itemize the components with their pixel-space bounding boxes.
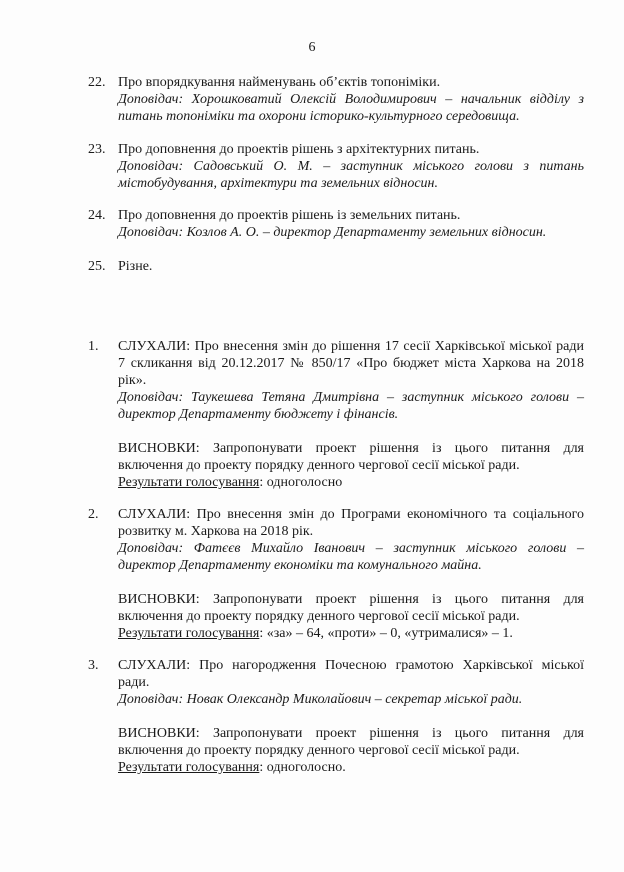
conclusion-text: ВИСНОВКИ: Запропонувати проект рішення із цього питання для включення до проекту порядку денного чергової сесії міської ради. bbox=[118, 592, 584, 624]
minutes-section-1 bbox=[88, 338, 584, 491]
agenda-title: Про впорядкування найменувань об’єктів топоніміки. bbox=[118, 75, 441, 90]
vote-label: Результати голосування bbox=[118, 760, 260, 775]
heard-text: СЛУХАЛИ: Про внесення змін до рішення 17 сесії Харківської міської ради 7 скликання від 20.12.2017 № 850/17 «Про бюджет міста Харкова на 2018 рік». bbox=[118, 339, 584, 388]
agenda-number: 22. bbox=[88, 75, 106, 90]
speaker-text: Доповідач: Таукешева Тетяна Дмитрівна – заступник міського голови – директор Департаменту бюджету і фінансів. bbox=[118, 390, 584, 422]
conclusion-text: ВИСНОВКИ: Запропонувати проект рішення із цього питання для включення до проекту порядку денного чергової сесії міської ради. bbox=[118, 726, 584, 758]
vote-results bbox=[118, 474, 584, 491]
agenda-item-23 bbox=[88, 141, 584, 192]
vote-results bbox=[118, 759, 584, 776]
speaker-text: Доповідач: Фатєєв Михайло Іванович – заступник міського голови – директор Департаменту економіки та комунального майна. bbox=[118, 541, 584, 573]
page-number: 6 bbox=[308, 40, 316, 55]
agenda-item-25 bbox=[88, 258, 584, 275]
vote-value: : одноголосно. bbox=[259, 760, 346, 775]
agenda-number: 24. bbox=[88, 208, 106, 223]
heard-text: СЛУХАЛИ: Про нагородження Почесною грамотою Харківської міської ради. bbox=[118, 658, 584, 690]
vote-label: Результати голосування bbox=[118, 626, 260, 641]
conclusion-text: ВИСНОВКИ: Запропонувати проект рішення із цього питання для включення до проекту порядку денного чергової сесії міської ради. bbox=[118, 441, 584, 473]
vote-value: : «за» – 64, «проти» – 0, «утрималися» – 1. bbox=[259, 626, 513, 641]
heard-text: СЛУХАЛИ: Про внесення змін до Програми економічного та соціального розвитку м. Харкова на 2018 рік. bbox=[118, 507, 584, 539]
section-number: 2. bbox=[88, 507, 99, 522]
vote-value: : одноголосно bbox=[259, 475, 343, 490]
agenda-item-22 bbox=[88, 74, 584, 125]
agenda-speaker: Доповідач: Хорошковатий Олексій Володимирович – начальник відділу з питань топоніміки та охорони історико-культурного середовища. bbox=[118, 92, 584, 124]
agenda-speaker: Доповідач: Садовський О. М. – заступник міського голови з питань містобудування, архітектури та земельних відносин. bbox=[118, 159, 584, 191]
section-number: 1. bbox=[88, 339, 99, 354]
agenda-number: 25. bbox=[88, 259, 106, 274]
agenda-item-24 bbox=[88, 207, 584, 241]
minutes-section-2 bbox=[88, 506, 584, 642]
agenda-title: Про доповнення до проектів рішень з архітектурних питань. bbox=[118, 142, 480, 157]
agenda-number: 23. bbox=[88, 142, 106, 157]
speaker-text: Доповідач: Новак Олександр Миколайович – секретар міської ради. bbox=[118, 692, 523, 707]
minutes-section-3 bbox=[88, 657, 584, 776]
vote-results bbox=[118, 625, 584, 642]
agenda-title: Про доповнення до проектів рішень із земельних питань. bbox=[118, 208, 461, 223]
agenda-speaker: Доповідач: Козлов А. О. – директор Департаменту земельних відносин. bbox=[118, 225, 547, 240]
vote-label: Результати голосування bbox=[118, 475, 260, 490]
agenda-title: Різне. bbox=[118, 259, 153, 274]
section-number: 3. bbox=[88, 658, 99, 673]
